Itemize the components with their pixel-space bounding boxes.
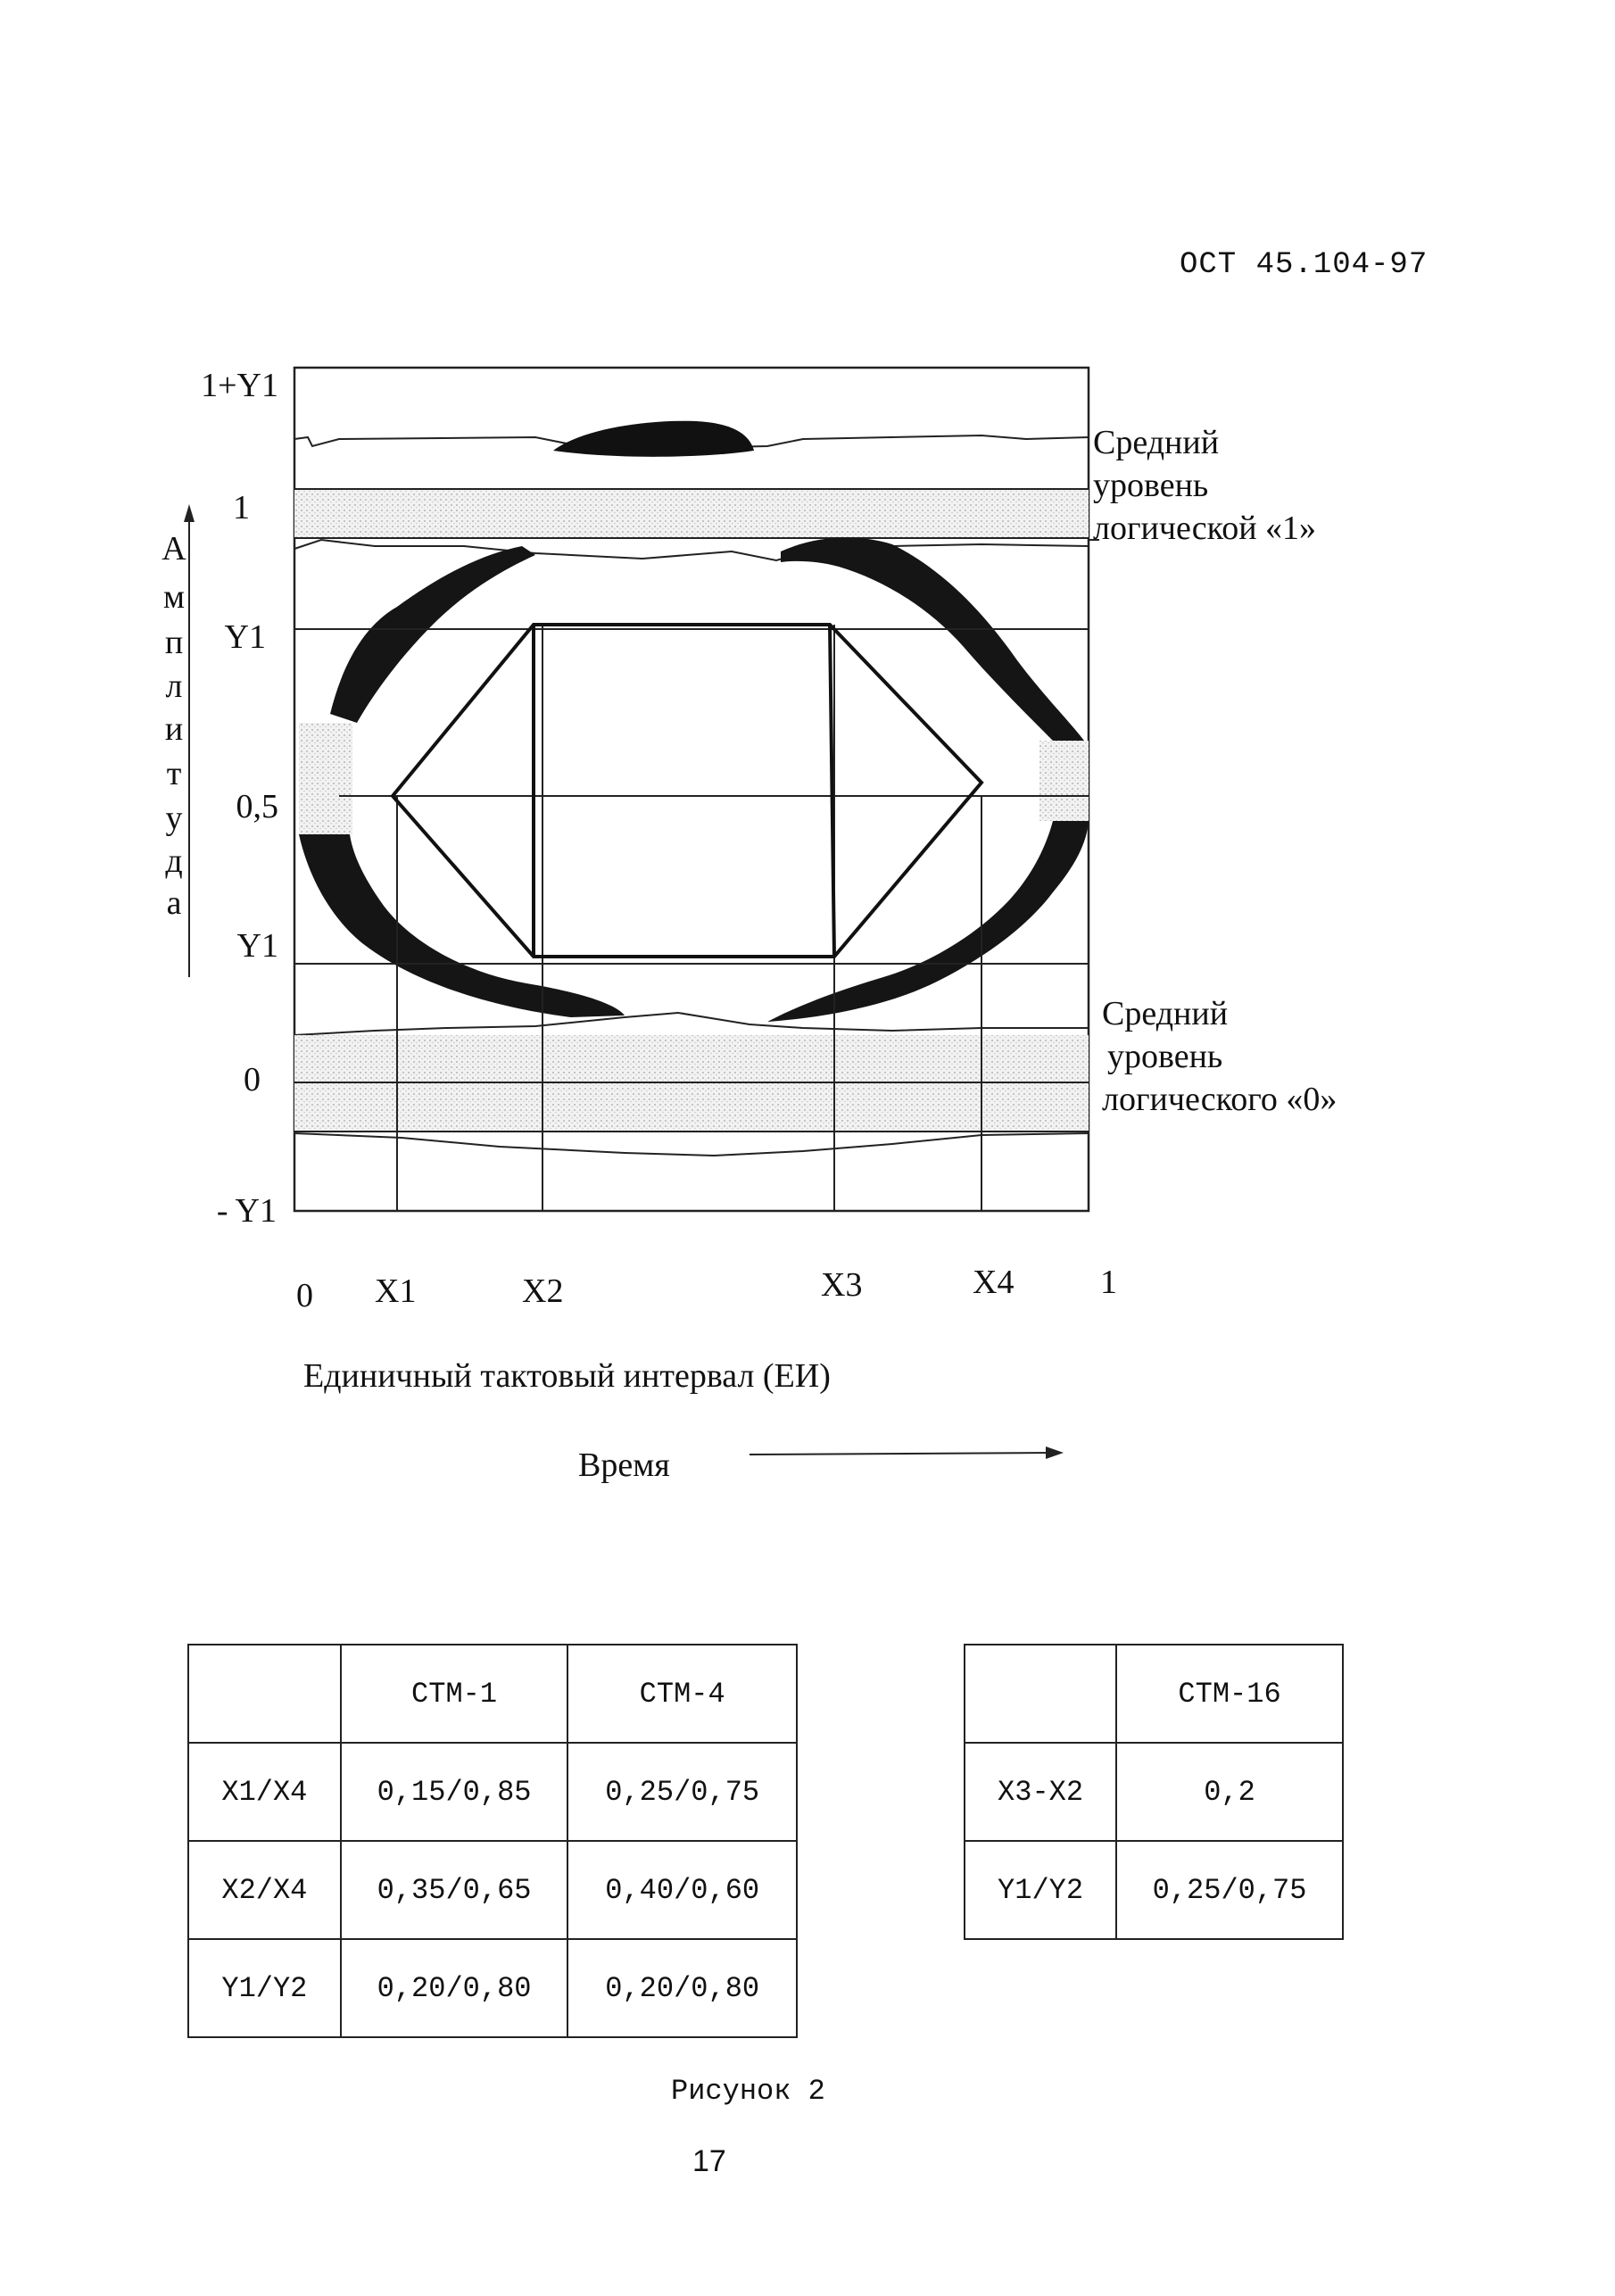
y-axis-label-letter: а — [166, 884, 182, 922]
y-tick-0: 0 — [244, 1061, 261, 1098]
eye-lower-left-band — [299, 834, 625, 1017]
table-cell: 0,35/0,65 — [341, 1841, 568, 1939]
legend-logic-zero — [1102, 992, 1337, 1121]
table-header-row — [965, 1645, 1343, 1743]
table-cell: 0,2 — [1116, 1743, 1343, 1841]
y-axis-label-letter: л — [165, 667, 183, 705]
table-row — [965, 1841, 1343, 1939]
legend-logic-one — [1093, 421, 1316, 550]
eye-lower-right-band — [767, 821, 1089, 1022]
x-tick-1: 1 — [1100, 1264, 1117, 1301]
table-cell: X3-X2 — [965, 1743, 1116, 1841]
table-header-cell — [965, 1645, 1116, 1743]
table-row — [188, 1841, 797, 1939]
page-number: 17 — [692, 2144, 726, 2178]
legend-line: Средний — [1102, 995, 1229, 1032]
table-header-cell — [188, 1645, 341, 1743]
figure-caption: Рисунок 2 — [671, 2075, 825, 2108]
parameters-table-stm1-stm4 — [187, 1644, 798, 2038]
table-cell: 0,15/0,85 — [341, 1743, 568, 1841]
table-header-row — [188, 1645, 797, 1743]
table-cell: X2/X4 — [188, 1841, 341, 1939]
table-cell: 0,25/0,75 — [567, 1743, 797, 1841]
logic-one-lower-edge — [294, 540, 1089, 560]
x-tick-x4: X4 — [973, 1264, 1015, 1301]
y-axis-label-letter: т — [166, 755, 182, 792]
y-tick-minus-y1: - Y1 — [216, 1192, 277, 1230]
table-cell: 0,20/0,80 — [567, 1939, 797, 2037]
logic-zero-band — [294, 1035, 1089, 1133]
y-tick-1-plus-y1: 1+Y1 — [201, 367, 278, 404]
y-axis-label-letter: у — [165, 800, 183, 837]
eye-upper-left-band — [330, 546, 535, 723]
parameters-table-stm16 — [964, 1644, 1344, 1940]
y-axis-label-letter: и — [164, 710, 184, 748]
table-row — [965, 1743, 1343, 1841]
y-tick-y1-upper: Y1 — [224, 618, 266, 656]
time-arrow — [750, 1453, 1053, 1455]
logic-zero-upper-edge — [294, 1013, 1089, 1035]
table-cell: Y1/Y2 — [188, 1939, 341, 2037]
logic-one-band — [294, 489, 1089, 538]
x-tick-0: 0 — [296, 1277, 313, 1314]
table-cell: 0,25/0,75 — [1116, 1841, 1343, 1939]
legend-line: уровень — [1093, 467, 1209, 504]
table-header-cell: СТМ-1 — [341, 1645, 568, 1743]
x-axis-label: Единичный тактовый интервал (ЕИ) — [303, 1357, 831, 1395]
table-row — [188, 1743, 797, 1841]
time-label: Время — [578, 1446, 670, 1484]
eye-upper-right-band — [781, 537, 1084, 741]
y-axis-label-letter: А — [162, 530, 186, 568]
x-tick-x3: X3 — [821, 1266, 863, 1304]
document-code: ОСТ 45.104-97 — [1180, 248, 1429, 282]
top-noise-blob — [553, 421, 754, 457]
table-row — [188, 1939, 797, 2037]
table-header-cell: СТМ-16 — [1116, 1645, 1343, 1743]
x-tick-x2: X2 — [522, 1272, 564, 1310]
table-cell: X1/X4 — [188, 1743, 341, 1841]
legend-line: логической «1» — [1093, 510, 1317, 547]
table-cell: 0,20/0,80 — [341, 1939, 568, 2037]
table-cell: Y1/Y2 — [965, 1841, 1116, 1939]
table-header-cell: СТМ-4 — [567, 1645, 797, 1743]
legend-line: уровень — [1107, 1038, 1223, 1075]
table-cell: 0,40/0,60 — [567, 1841, 797, 1939]
y-axis-label-letter: м — [162, 578, 186, 616]
legend-line: логического «0» — [1102, 1081, 1338, 1118]
y-axis-label-letter: д — [165, 842, 183, 880]
logic-zero-lower-edge — [294, 1133, 1089, 1156]
x-tick-x1: X1 — [375, 1272, 417, 1310]
y-tick-1: 1 — [233, 489, 250, 526]
y-axis-label-letter: п — [164, 624, 184, 661]
legend-line: Средний — [1093, 424, 1220, 461]
y-tick-y1-lower: Y1 — [236, 927, 278, 965]
y-tick-half: 0,5 — [236, 788, 278, 825]
eye-mask-hexagon — [393, 625, 981, 957]
